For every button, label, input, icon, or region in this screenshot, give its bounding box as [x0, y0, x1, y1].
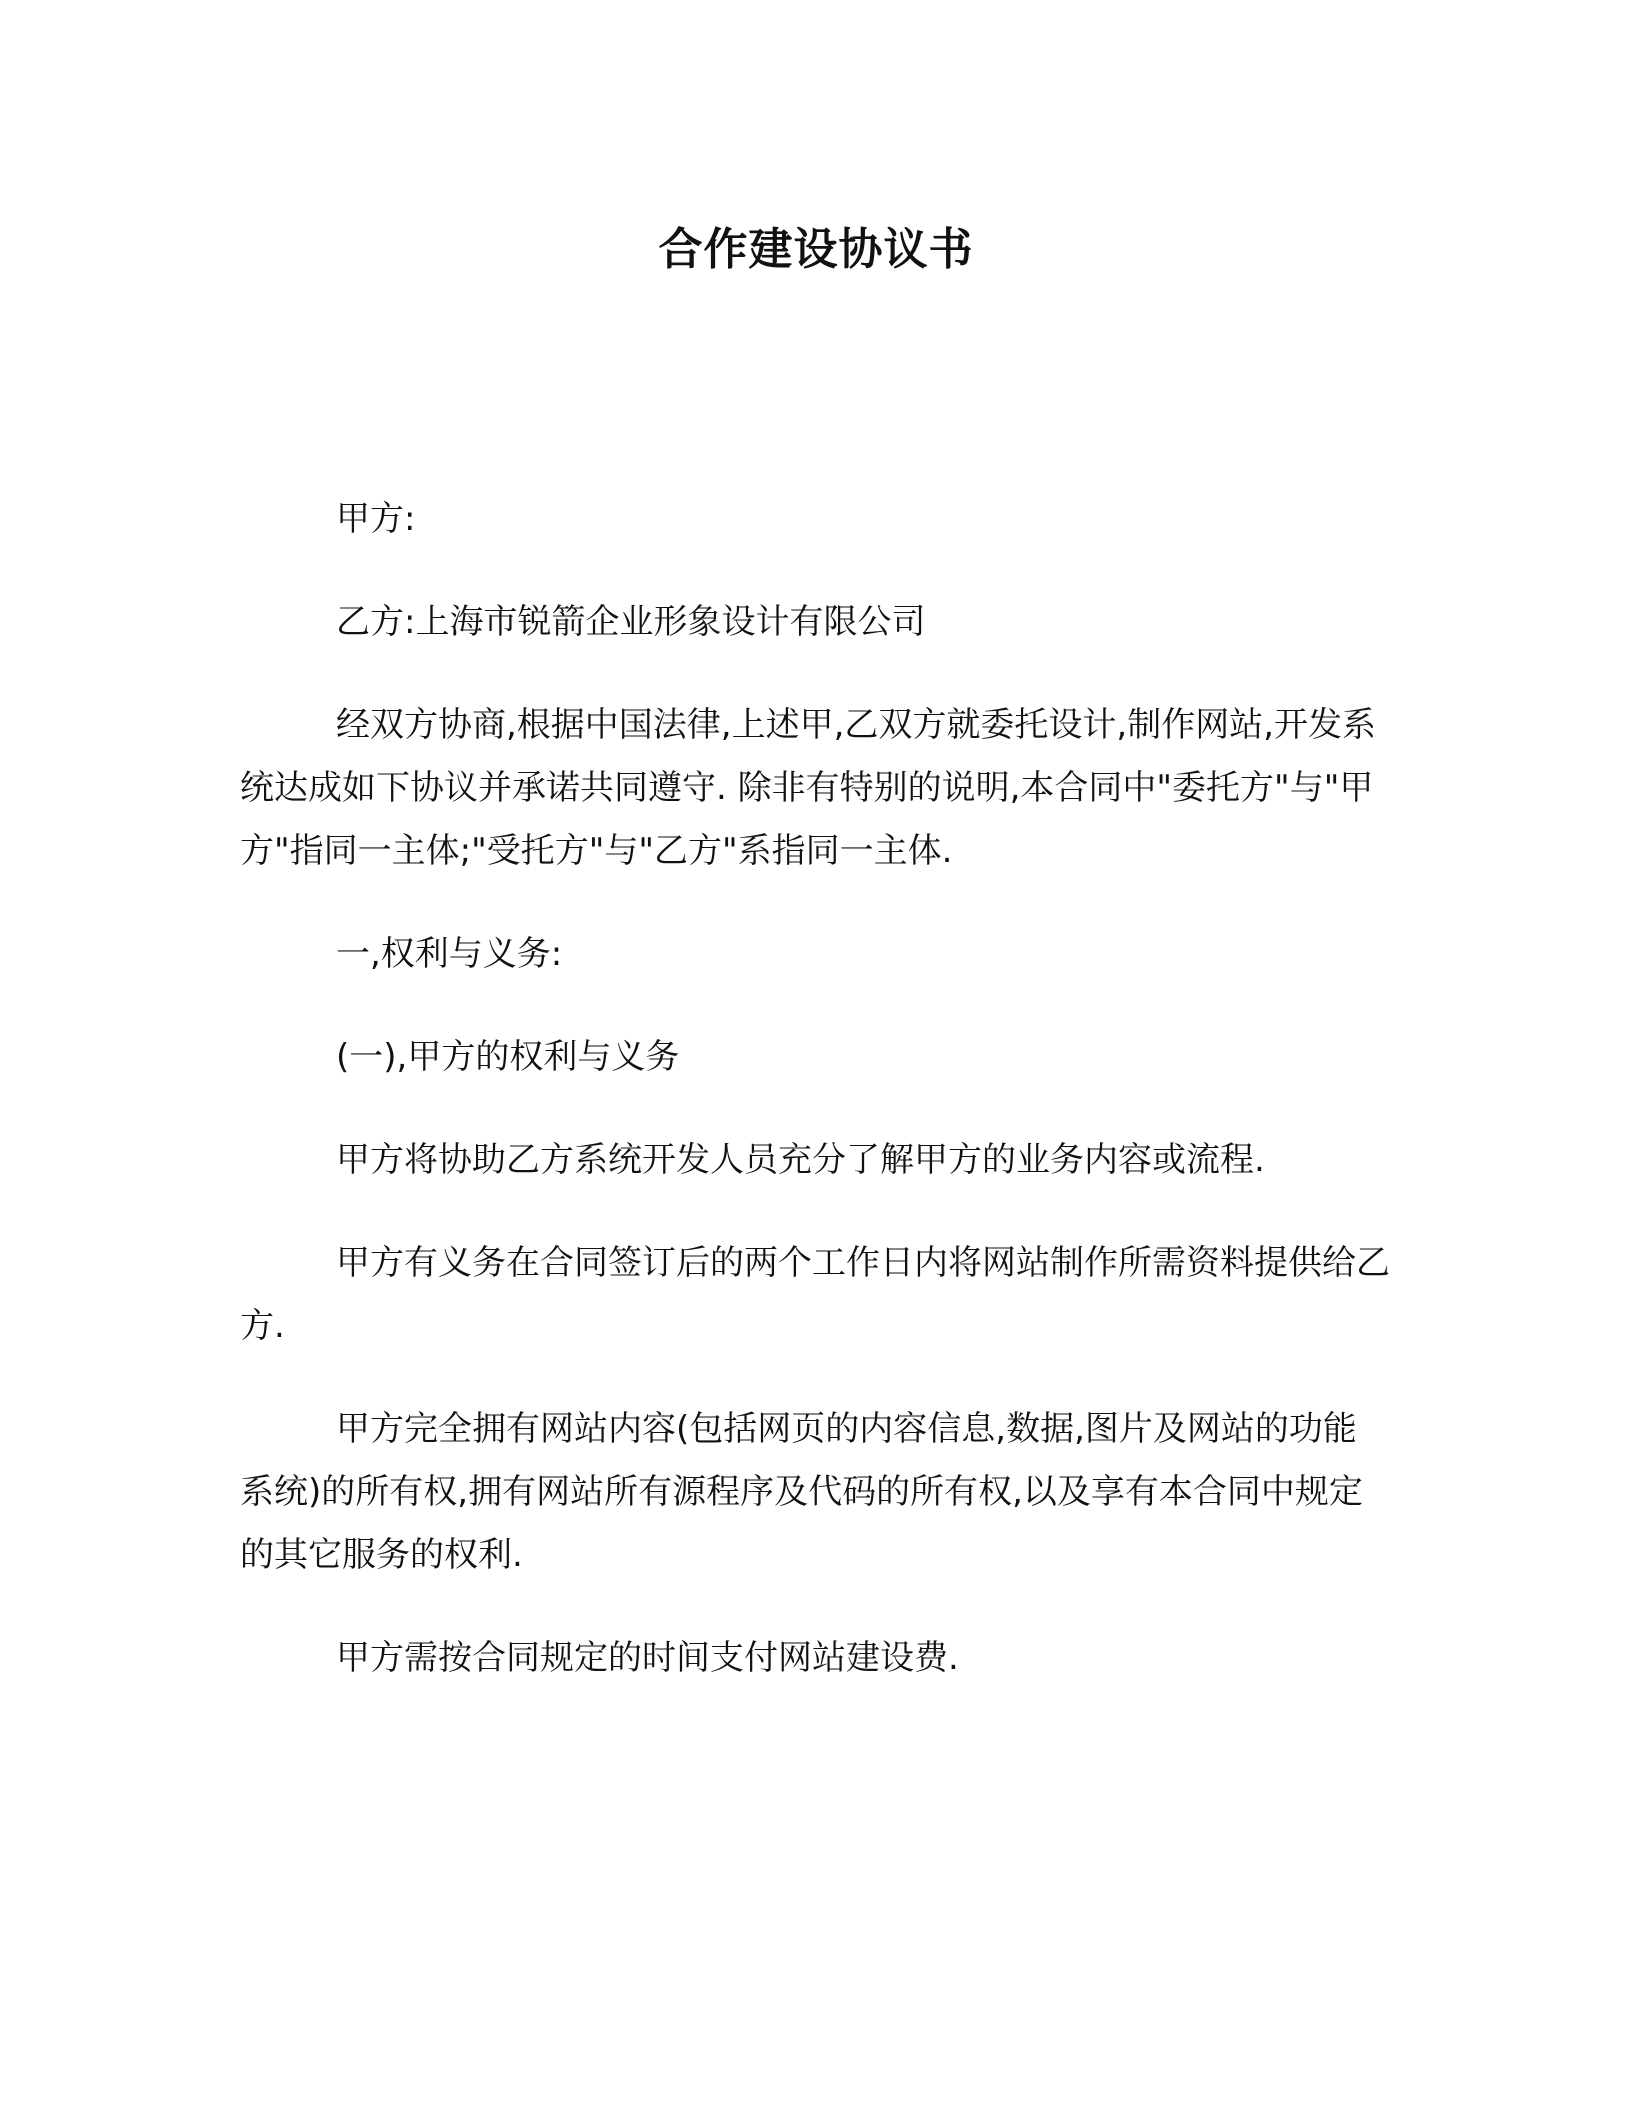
clause-paragraph: 甲方将协助乙方系统开发人员充分了解甲方的业务内容或流程. — [336, 1140, 1265, 1180]
subsection-heading-party-a: (一),甲方的权利与义务 — [336, 1037, 680, 1077]
clause-paragraph: 甲方需按合同规定的时间支付网站建设费. — [336, 1638, 959, 1678]
agreement-intro-paragraph: 经双方协商,根据中国法律,上述甲,乙双方就委托设计,制作网站,开发系统达成如下协议并承诺共同遵守. 除非有特别的说明,本合同中"委托方"与"甲方"指同一主体;"受托方"与"乙方"系指同一主体. — [240, 705, 1377, 871]
party-a-line: 甲方: — [336, 499, 416, 539]
clause-paragraph: 甲方有义务在合同签订后的两个工作日内将网站制作所需资料提供给乙方. — [240, 1243, 1390, 1346]
party-b-line: 乙方:上海市锐箭企业形象设计有限公司 — [336, 602, 926, 642]
clause-paragraph: 甲方完全拥有网站内容(包括网页的内容信息,数据,图片及网站的功能系统)的所有权,拥有网站所有源程序及代码的所有权,以及享有本合同中规定的其它服务的权利. — [240, 1409, 1363, 1575]
document-body — [240, 488, 1390, 1730]
document-title: 合作建设协议书 — [658, 224, 974, 275]
section-heading-rights-obligations: 一,权利与义务: — [336, 934, 563, 974]
